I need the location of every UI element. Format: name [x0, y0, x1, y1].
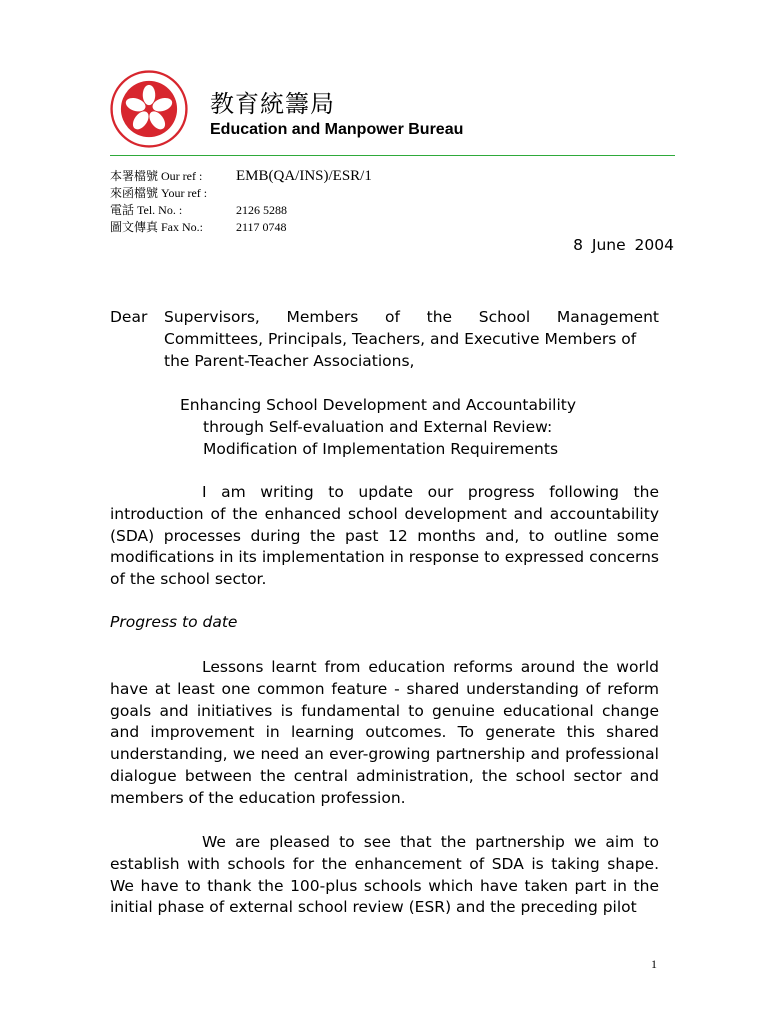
letter-date: 8 June 2004	[573, 236, 674, 254]
reference-row-our-ref	[110, 168, 372, 185]
subject-line-1: Enhancing School Development and Accountability	[180, 396, 577, 414]
hksar-emblem-icon	[110, 70, 188, 148]
subject-line-3: Modification of Implementation Requirements	[203, 439, 559, 458]
reference-row-tel	[110, 202, 372, 219]
section-heading-progress: Progress to date	[110, 613, 238, 631]
reference-block	[110, 168, 372, 236]
paragraph-partnership	[110, 832, 659, 919]
paragraph-intro-text: I am writing to update our progress following the introduction of the enhanced school development and accountability (SDA) processes during the past 12 months and, to outline some modifications in its implementation in response to expressed concerns of the school sector.	[110, 483, 659, 589]
paragraph-partnership-text: We are pleased to see that the partnership we aim to establish with schools for the enhancement of SDA is taking shape. We have to thank the 100-plus schools which have taken part in the initial phase of external school review (ESR) and the preceding pilot	[110, 833, 659, 917]
subject-block	[180, 395, 576, 460]
reference-row-fax	[110, 219, 372, 236]
reference-label: 來函檔號 Your ref :	[110, 186, 208, 200]
reference-label: 本署檔號 Our ref :	[110, 169, 203, 183]
salutation-line-1: Supervisors, Members of the School Management	[164, 308, 659, 326]
salutation-dear: Dear	[110, 308, 148, 326]
salutation	[110, 307, 659, 372]
salutation-line-2: Committees, Principals, Teachers, and Executive Members of	[164, 329, 637, 348]
reference-row-your-ref	[110, 185, 372, 202]
org-name-chinese: 教育統籌局	[210, 90, 335, 118]
letterhead-divider	[110, 155, 675, 156]
reference-value: 2117 0748	[236, 220, 287, 234]
reference-label: 圖文傳真 Fax No.:	[110, 220, 204, 234]
reference-value: EMB(QA/INS)/ESR/1	[236, 168, 372, 184]
reference-label: 電話 Tel. No. :	[110, 203, 183, 217]
salutation-line-3: the Parent-Teacher Associations,	[164, 351, 415, 370]
paragraph-lessons	[110, 657, 659, 810]
org-name-english: Education and Manpower Bureau	[210, 121, 464, 138]
paragraph-lessons-text: Lessons learnt from education reforms around the world have at least one common feature - shared understanding of reform goals and initiatives is fundamental to genuine educational change and improvement in learning outcomes. To generate this shared understanding, we need an ever-growing partnership and professional dialogue between the central administration, the school sector and members of the education profession.	[110, 658, 659, 807]
page-number: 1	[651, 957, 657, 971]
paragraph-intro	[110, 482, 659, 591]
reference-value: 2126 5288	[236, 203, 287, 217]
subject-line-2: through Self-evaluation and External Review:	[203, 417, 553, 436]
